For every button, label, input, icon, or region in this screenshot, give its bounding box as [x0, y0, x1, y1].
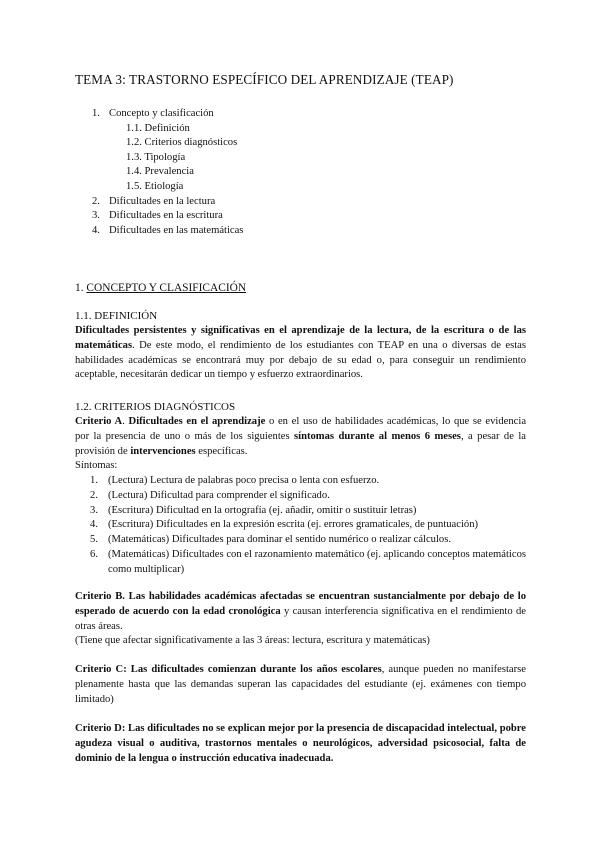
toc-subitem: 1.2. Criterios diagnósticos	[126, 137, 238, 149]
list-item: 1. (Lectura) Lectura de palabras poco precisa o lenta con esfuerzo.	[90, 475, 380, 486]
subsection-heading-definicion: 1.1. DEFINICIÓN	[75, 310, 158, 322]
toc-item: 4. Dificultades en las matemáticas	[92, 224, 244, 236]
sintomas-label: Síntomas:	[75, 460, 118, 472]
toc-item: 3. Dificultades en la escritura	[92, 210, 223, 222]
section-heading: 1. CONCEPTO Y CLASIFICACIÓN	[75, 282, 247, 294]
criterion-a-paragraph: Criterio A. Dificultades en el aprendizaje o en el uso de habilidades académicas, lo que se evidencia por la presencia de uno o más de los siguientes síntomas durante al menos 6 meses, a pesar de la provisión de intervenciones específicas. Síntomas:	[75, 416, 527, 472]
list-item: 3. (Escritura) Dificultad en la ortografía (ej. añadir, omitir o sustituir letras)	[90, 504, 417, 516]
criterion-c-paragraph: Criterio C: Las dificultades comienzan durante los años escolares, aunque pueden no manifestarse plenamente hasta que las demandas superan las capacidades del estudiante (ej. exámenes con tiempo limitado)	[75, 664, 526, 705]
toc-item: 1. Concepto y clasificación	[92, 108, 214, 119]
list-item: 5. (Matemáticas) Dificultades para dominar el sentido numérico o realizar cálculos.	[90, 534, 451, 546]
list-item: 4. (Escritura) Dificultades en la expresión escrita (ej. errores gramaticales, de puntuación)	[90, 519, 479, 531]
document-title: TEMA 3: TRASTORNO ESPECÍFICO DEL APRENDIZAJE (TEAP)	[75, 72, 454, 87]
list-item: 2. (Lectura) Dificultad para comprender el significado.	[90, 489, 330, 501]
toc-subitem: 1.5. Etiología	[126, 180, 184, 192]
toc-subitem: 1.4. Prevalencia	[126, 166, 194, 178]
criterion-d-paragraph: Criterio D: Las dificultades no se explican mejor por la presencia de discapacidad intelectual, pobre agudeza visual o auditiva, trastornos mentales o neurológicos, adversidad psicosocial, falta de dominio de la lengua o instrucción educativa inadecuada.	[75, 723, 526, 764]
toc-item: 2. Dificultades en la lectura	[92, 195, 216, 207]
table-of-contents	[92, 107, 243, 238]
criterion-b-paragraph: Criterio B. Las habilidades académicas afectadas se encuentran sustancialmente por debajo de lo esperado de acuerdo con la edad cronológica y causan interferencia significativa en el rendimiento de otras áreas. (Tiene que afectar significativamente a las 3 áreas: lectura, escritura y matemáticas)	[75, 591, 526, 647]
toc-subitem: 1.3. Tipología	[126, 151, 186, 163]
section-title: CONCEPTO Y CLASIFICACIÓN	[86, 282, 247, 294]
toc-subitem: 1.1. Definición	[126, 122, 190, 134]
symptom-list	[75, 474, 526, 578]
definition-paragraph: Dificultades persistentes y significativas en el aprendizaje de la lectura, de la escritura o de las matemáticas. De este modo, el rendimiento de los estudiantes con TEAP en una o diversas de estas habilidades académicas se encontrará muy por debajo de su edad o, para conseguir un rendimiento aceptable, necesitarán dedicar un tiempo y esfuerzo extraordinarios.	[75, 325, 526, 381]
criterion-b-note: (Tiene que afectar significativamente a las 3 áreas: lectura, escritura y matemáticas)	[75, 635, 430, 647]
list-item: 6. (Matemáticas) Dificultades con el razonamiento matemático (ej. aplicando conceptos matemáticos como multiplicar)	[90, 548, 526, 575]
subsection-heading-criterios: 1.2. CRITERIOS DIAGNÓSTICOS	[75, 401, 236, 413]
